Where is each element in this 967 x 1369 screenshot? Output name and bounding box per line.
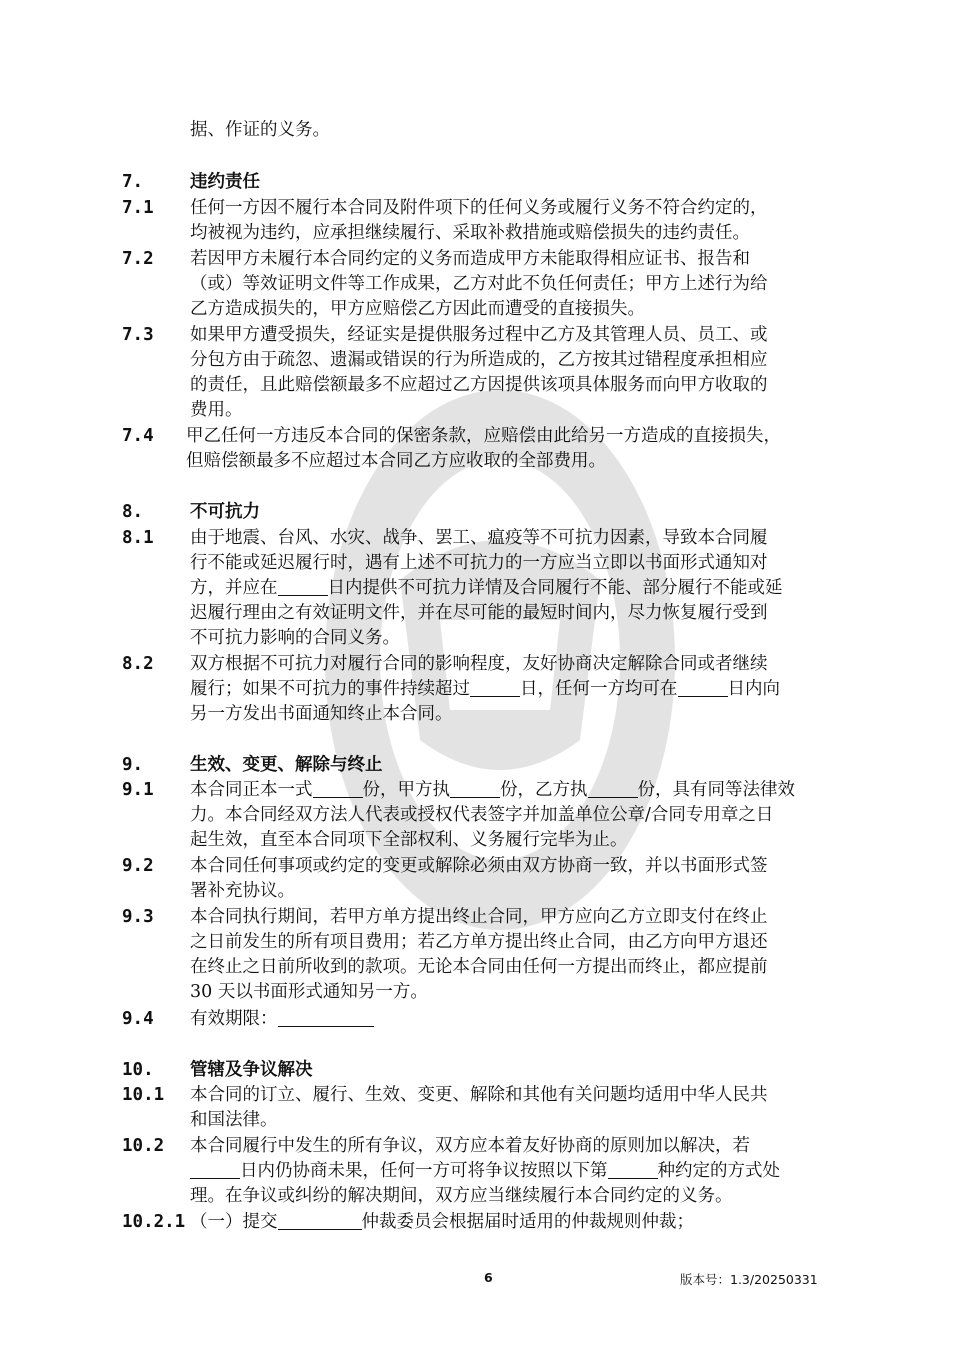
- clause-9-2-line: 署补充协议。: [190, 881, 295, 901]
- clause-7-3-number: 7.3: [122, 325, 154, 345]
- text-segment: 日内向: [727, 679, 780, 699]
- clause-7-4-line: 甲乙任何一方违反本合同的保密条款，应赔偿由此给另一方造成的直接损失，: [186, 426, 781, 446]
- text-segment: 日内提供不可抗力详情及合同履行不能、部分履行不能或延: [327, 578, 783, 598]
- blank-days-field[interactable]: [278, 577, 328, 596]
- clause-8-1-number: 8.1: [122, 528, 154, 548]
- clause-8-1-line: 不可抗力影响的合同义务。: [190, 628, 400, 648]
- clause-9-1-line: 力。本合同经双方法人代表或授权代表签字并加盖单位公章/合同专用章之日: [190, 805, 774, 825]
- text-segment: （一）提交: [190, 1212, 278, 1232]
- blank-party-b-copies-field[interactable]: [588, 779, 638, 798]
- clause-9-3-line: 30 天以书面形式通知另一方。: [190, 982, 428, 1002]
- clause-7-1-line: 任何一方因不履行本合同及附件项下的任何义务或履行义务不符合约定的，: [190, 198, 768, 218]
- blank-notice-days-field[interactable]: [678, 678, 728, 697]
- clause-9-1-line: [190, 777, 795, 803]
- clause-9-1-number: 9.1: [122, 780, 154, 800]
- clause-8-2-number: 8.2: [122, 654, 154, 674]
- clause-10-2-line: 本合同履行中发生的所有争议，双方应本着友好协商的原则加以解决，若: [190, 1136, 750, 1156]
- clause-7-3-line: 分包方由于疏忽、遗漏或错误的行为所造成的，乙方按其过错程度承担相应: [190, 350, 768, 370]
- clause-7-2-line: （或）等效证明文件等工作成果，乙方对此不负任何责任；甲方上述行为给: [190, 274, 768, 294]
- text-segment: 仲裁委员会根据届时适用的仲裁规则仲裁；: [361, 1212, 694, 1232]
- text-segment: 份，乙方执: [500, 780, 588, 800]
- blank-negotiation-days-field[interactable]: [190, 1160, 240, 1179]
- clause-7-3-line: 如果甲方遭受损失，经证实是提供服务过程中乙方及其管理人员、员工、或: [190, 325, 768, 345]
- clause-7-2-number: 7.2: [122, 249, 154, 269]
- section-10-title: 管辖及争议解决: [190, 1060, 313, 1080]
- clause-7-2-line: 若因甲方未履行本合同约定的义务而造成甲方未能取得相应证书、报告和: [190, 249, 750, 269]
- clause-8-1-line: 由于地震、台风、水灾、战争、罢工、瘟疫等不可抗力因素，导致本合同履: [190, 528, 768, 548]
- blank-copies-field[interactable]: [313, 779, 363, 798]
- text-segment: 种约定的方式处: [657, 1161, 780, 1181]
- text-segment: 份，甲方执: [362, 780, 450, 800]
- blank-option-field[interactable]: [608, 1160, 658, 1179]
- clause-9-3-line: 之日前发生的所有项目费用；若乙方单方提出终止合同，由乙方向甲方退还: [190, 932, 768, 952]
- clause-8-2-line: 另一方发出书面通知终止本合同。: [190, 704, 453, 724]
- text-segment: 本合同正本一式: [190, 780, 313, 800]
- clause-10-2-1-line: [190, 1209, 694, 1235]
- clause-10-2-line: [190, 1158, 780, 1184]
- clause-9-4-line: [190, 1006, 374, 1032]
- text-segment: 方，并应在: [190, 578, 278, 598]
- page-number: 6: [484, 1270, 493, 1285]
- clause-10-2-1-number: 10.2.1: [122, 1212, 186, 1232]
- clause-8-2-line: 双方根据不可抗力对履行合同的影响程度，友好协商决定解除合同或者继续: [190, 654, 768, 674]
- clause-9-2-line: 本合同任何事项或约定的变更或解除必须由双方协商一致，并以书面形式签: [190, 856, 768, 876]
- clause-8-1-line: [190, 575, 783, 601]
- clause-10-2-number: 10.2: [122, 1136, 165, 1156]
- text-segment: 日，任何一方均可在: [520, 679, 678, 699]
- clause-9-3-line: 在终止之日前所收到的款项。无论本合同由任何一方提出而终止，都应提前: [190, 957, 768, 977]
- section-10-number: 10.: [122, 1060, 154, 1080]
- clause-9-1-line: 起生效，直至本合同项下全部权利、义务履行完毕为止。: [190, 830, 628, 850]
- section-8-title: 不可抗力: [190, 502, 260, 522]
- blank-arbitration-commission-field[interactable]: [278, 1211, 362, 1230]
- clause-7-4-number: 7.4: [122, 426, 154, 446]
- text-segment: 履行；如果不可抗力的事件持续超过: [190, 679, 470, 699]
- clause-10-2-line: 理。在争议或纠纷的解决期间，双方应当继续履行本合同约定的义务。: [190, 1186, 733, 1206]
- text-segment: 份，具有同等法律效: [637, 780, 795, 800]
- clause-7-3-line: 费用。: [190, 400, 243, 420]
- clause-7-2-line: 乙方造成损失的，甲方应赔偿乙方因此而遭受的直接损失。: [190, 299, 645, 319]
- clause-7-1-number: 7.1: [122, 198, 154, 218]
- text-segment: 日内仍协商未果，任何一方可将争议按照以下第: [240, 1161, 608, 1181]
- intro-line: 据、作证的义务。: [190, 120, 330, 140]
- text-segment: 有效期限：: [190, 1009, 278, 1029]
- clause-10-1-number: 10.1: [122, 1085, 165, 1105]
- clause-7-3-line: 的责任，且此赔偿额最多不应超过乙方因提供该项具体服务而向甲方收取的: [190, 375, 768, 395]
- section-9-number: 9.: [122, 755, 144, 775]
- section-7-number: 7.: [122, 172, 144, 192]
- blank-duration-field[interactable]: [470, 678, 520, 697]
- clause-9-2-number: 9.2: [122, 856, 154, 876]
- clause-8-1-line: 行不能或延迟履行时，遇有上述不可抗力的一方应当立即以书面形式通知对: [190, 553, 768, 573]
- blank-validity-field[interactable]: [278, 1008, 374, 1027]
- clause-9-3-line: 本合同执行期间，若甲方单方提出终止合同，甲方应向乙方立即支付在终止: [190, 907, 768, 927]
- clause-7-4-line: 但赔偿额最多不应超过本合同乙方应收取的全部费用。: [186, 451, 606, 471]
- blank-party-a-copies-field[interactable]: [450, 779, 500, 798]
- section-7-title: 违约责任: [190, 172, 260, 192]
- clause-9-4-number: 9.4: [122, 1009, 154, 1029]
- clause-8-1-line: 迟履行理由之有效证明文件，并在尽可能的最短时间内，尽力恢复履行受到: [190, 603, 768, 623]
- clause-8-2-line: [190, 676, 780, 702]
- clause-10-1-line: 和国法律。: [190, 1110, 278, 1130]
- clause-10-1-line: 本合同的订立、履行、生效、变更、解除和其他有关问题均适用中华人民共: [190, 1085, 768, 1105]
- clause-7-1-line: 均被视为违约，应承担继续履行、采取补救措施或赔偿损失的违约责任。: [190, 223, 750, 243]
- section-9-title: 生效、变更、解除与终止: [190, 755, 383, 775]
- version-label: 版本号：1.3/20250331: [680, 1272, 818, 1287]
- clause-9-3-number: 9.3: [122, 907, 154, 927]
- section-8-number: 8.: [122, 502, 144, 522]
